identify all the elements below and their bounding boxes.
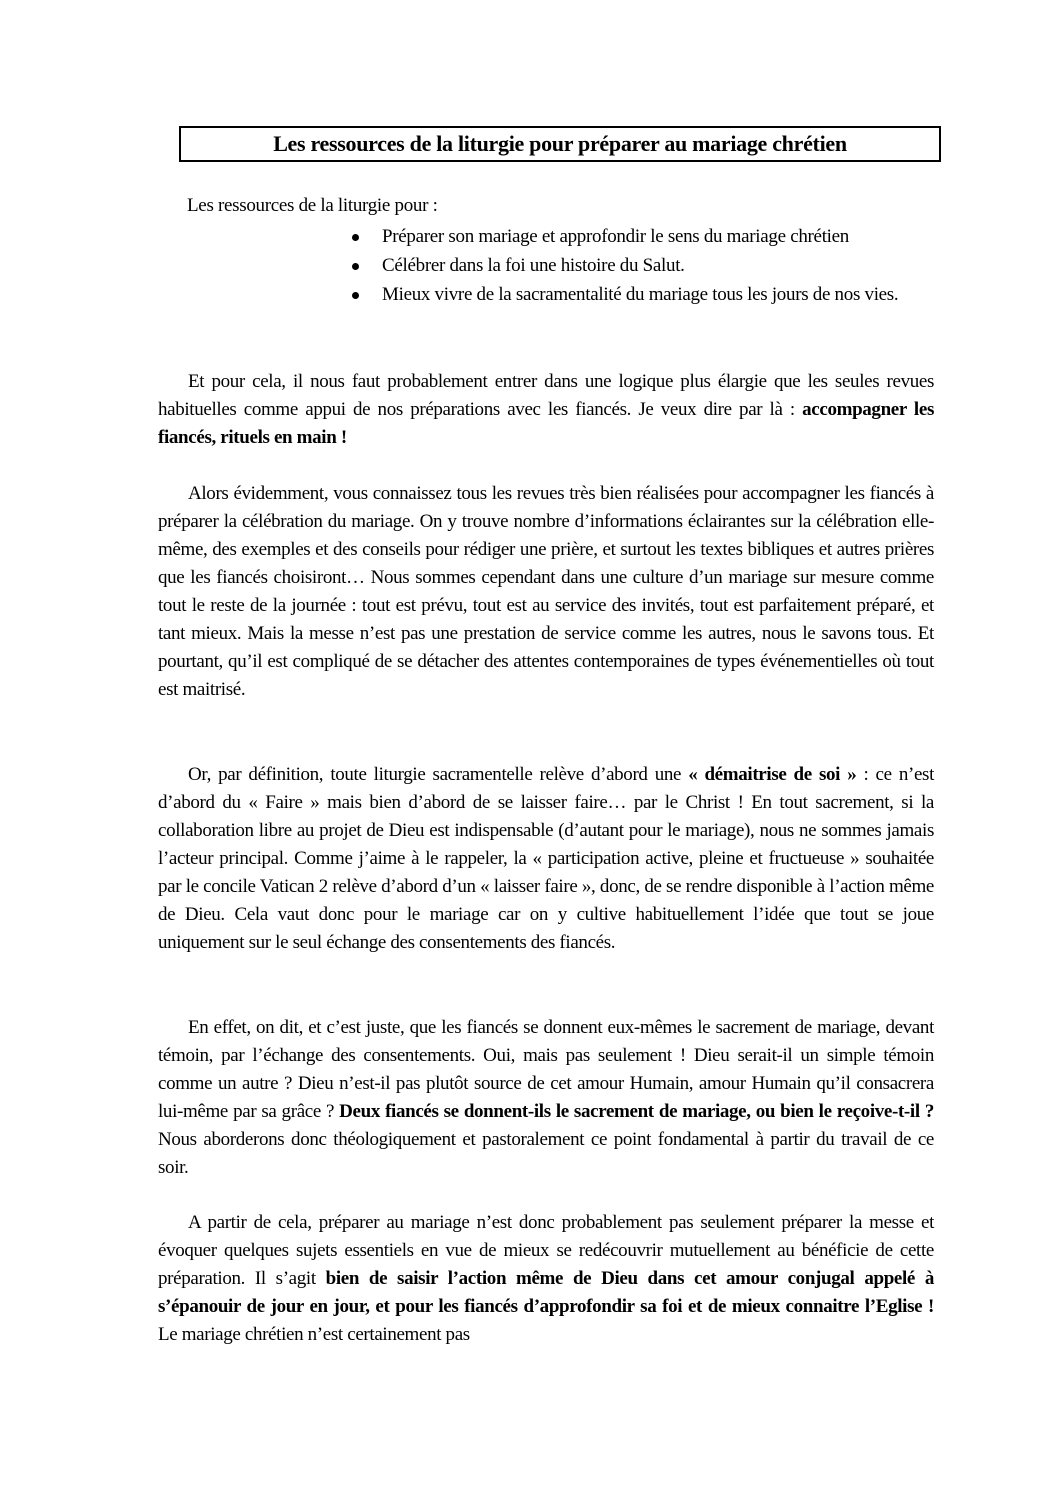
bullet-item	[352, 280, 932, 309]
bullet-text: Célébrer dans la foi une histoire du Salut.	[382, 255, 685, 276]
paragraph-text: En effet, on dit, et c’est juste, que les fiancés se donnent eux-mêmes le sacrement de mariage, devant témoin, par l’échange des consentements. Oui, mais pas seulement ! Dieu serait-il un simple témoin comme un autre ? Dieu n’est-il pas plutôt source de cet amour Humain, amour Humain qu’il consacrera lui-même par sa grâce ?	[158, 1017, 934, 1122]
paragraph-text: Alors évidemment, vous connaissez tous les revues très bien réalisées pour accompagner les fiancés à préparer la célébration du mariage. On y trouve nombre d’informations éclairantes sur la célébration elle-même, des exemples et des conseils pour rédiger une prière, et surtout les textes bibliques et autres prières que les fiancés choisiront… Nous sommes cependant dans une culture d’un mariage sur mesure comme tout le reste de la journée : tout est prévu, tout est au service des invités, tout est parfaitement préparé, et tant mieux. Mais la messe n’est pas une prestation de service comme les autres, nous le savons tous. Et pourtant, qu’il est compliqué de se détacher des attentes contemporaines de types événementielles où tout est maitrisé.	[158, 483, 934, 700]
paragraph-3	[158, 761, 934, 957]
paragraph-text: Le mariage chrétien n’est certainement pas	[158, 1324, 470, 1345]
paragraph-text: Nous aborderons donc théologiquement et pastoralement ce point fondamental à partir du travail de ce soir.	[158, 1129, 934, 1178]
paragraph-text: : ce n’est d’abord du « Faire » mais bien d’abord de se laisser faire… par le Christ ! En tout sacrement, si la collaboration libre au projet de Dieu est indispensable (d’autant pour le mariage), nous ne sommes jamais l’acteur principal. Comme j’aime à le rappeler, la « participation active, pleine et fructueuse » souhaitée par le concile Vatican 2 relève d’abord d’un « laisser faire », donc, de se rendre disponible à l’action même de Dieu. Cela vaut donc pour le mariage car on y cultive habituellement l’idée que tout se joue uniquement sur le seul échange des consentements des fiancés.	[158, 764, 935, 953]
paragraph-1	[158, 368, 934, 452]
bullet-list	[352, 222, 932, 309]
paragraph-5	[158, 1209, 934, 1349]
paragraph-4	[158, 1014, 934, 1182]
paragraph-text: Or, par définition, toute liturgie sacramentelle relève d’abord une	[188, 764, 689, 785]
bullet-item	[352, 222, 932, 251]
paragraph-emphasis: « démaitrise de soi »	[688, 764, 857, 785]
paragraph-emphasis: bien de saisir l’action même de Dieu dans cet amour conjugal appelé à s’épanouir de jour en jour, et pour les fiancés d’approfondir sa foi et de mieux connaitre l’Eglise !	[158, 1268, 934, 1317]
paragraph-text: A partir de cela, préparer au mariage n’est donc probablement pas seulement préparer la messe et évoquer quelques sujets essentiels en vue de mieux se redécouvrir mutuellement au bénéficie de cette préparation. Il s’agit	[158, 1212, 934, 1289]
intro-line: Les ressources de la liturgie pour :	[187, 195, 438, 216]
paragraph-2	[158, 480, 934, 704]
paragraph-emphasis: Deux fiancés se donnent-ils le sacrement de mariage, ou bien le reçoive-t-il ?	[339, 1101, 934, 1122]
bullet-dot-icon	[352, 263, 359, 270]
bullet-dot-icon	[352, 292, 359, 299]
bullet-text: Préparer son mariage et approfondir le sens du mariage chrétien	[382, 226, 849, 247]
paragraph-text: Et pour cela, il nous faut probablement entrer dans une logique plus élargie que les seules revues habituelles comme appui de nos préparations avec les fiancés. Je veux dire par là :	[158, 371, 934, 420]
bullet-dot-icon	[352, 234, 359, 241]
title-box	[179, 126, 941, 162]
bullet-text: Mieux vivre de la sacramentalité du mariage tous les jours de nos vies.	[382, 284, 899, 305]
bullet-item	[352, 251, 932, 280]
paragraph-emphasis: accompagner les fiancés, rituels en main !	[158, 399, 934, 448]
document-title: Les ressources de la liturgie pour préparer au mariage chrétien	[273, 131, 847, 156]
